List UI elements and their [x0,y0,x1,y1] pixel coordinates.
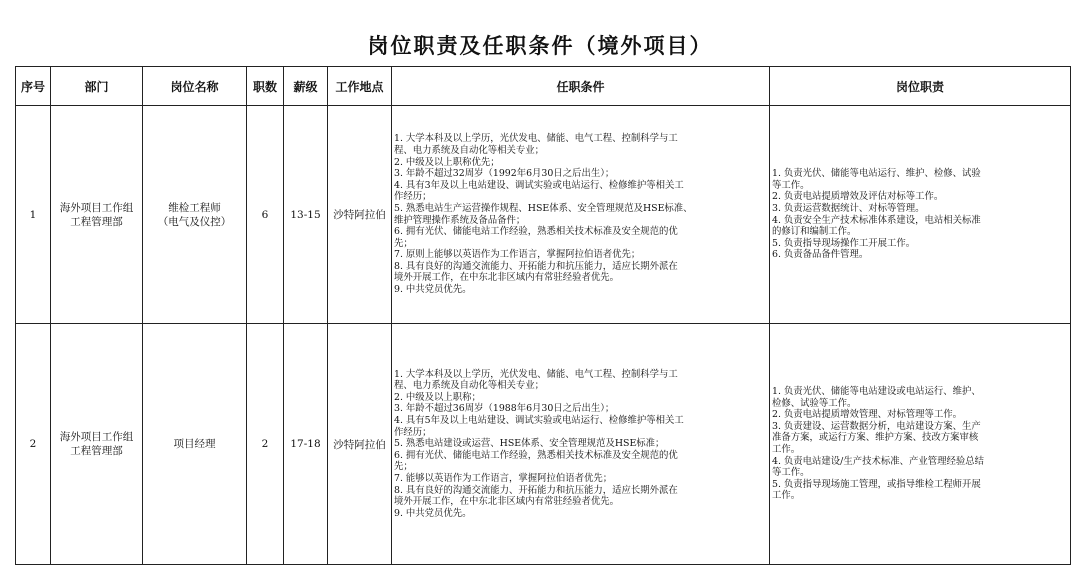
requirement-line: 7. 能够以英语作为工作语言，掌握阿拉伯语者优先； [394,472,613,484]
duty-line: 4. 负责电站建设/生产技术标准、产业管理经验总结 [772,455,984,467]
requirement-line: 先； [394,461,413,473]
duty-line: 2. 负责电站提质增效及评估对标等工作。 [772,191,944,203]
requirement-line: 8. 具有良好的沟通交流能力、开拓能力和抗压能力，适应长期外派在 [394,484,678,496]
requirement-line: 3. 年龄不超过32周岁（1992年6月30日之后出生）； [394,168,615,180]
position-line: （电气及仪控） [157,215,232,228]
cell-position [143,324,247,565]
table-row [16,324,1071,565]
requirement-line: 程、电力系统及自动化等相关专业； [394,144,545,156]
duty-line: 4. 负责安全生产技术标准体系建设，电站相关标准 [772,214,981,226]
cell-department [51,324,143,565]
requirement-line: 9. 中共党员优先。 [394,284,472,296]
job-table [15,66,1071,565]
cell-position [143,106,247,324]
duty-line: 1. 负责光伏、储能等电站运行、维护、检修、试验 [772,168,981,180]
header-position: 岗位名称 [143,67,247,106]
duty-line: 3. 负责建设、运营数据分析，电站建设方案、生产 [772,420,981,432]
duty-line: 5. 负责指导现场施工管理，或指导维检工程师开展 [772,478,981,490]
cell-count: 2 [247,324,284,565]
cell-count: 6 [247,106,284,324]
requirement-line: 9. 中共党员优先。 [394,507,472,519]
position-line: 项目经理 [173,438,216,450]
table-row [16,106,1071,324]
cell-requirements [392,324,770,565]
requirement-line: 5. 熟悉电站建设或运营、HSE体系、安全管理规范及HSE标准； [394,438,665,450]
cell-location: 沙特阿拉伯 [328,324,392,565]
requirement-line: 6. 拥有光伏、储能电站工作经验，熟悉相关技术标准及安全规范的优 [394,449,678,461]
requirement-line: 作经历； [394,426,432,438]
requirement-line: 8. 具有良好的沟通交流能力、开拓能力和抗压能力，适应长期外派在 [394,260,678,272]
header-department: 部门 [51,67,143,106]
duty-line: 工作。 [772,444,801,455]
duty-line: 工作。 [772,490,801,502]
requirement-line: 3. 年龄不超过36周岁（1988年6月30日之后出生）； [394,403,615,415]
header-index: 序号 [16,67,51,106]
header-row [16,67,1071,106]
requirement-line: 1. 大学本科及以上学历，光伏发电、储能、电气工程、控制科学与工 [394,133,678,145]
requirement-line: 境外开展工作，在中东北非区域内有常驻经验者优先。 [394,272,620,284]
cell-grade: 17-18 [284,324,328,565]
requirement-line: 1. 大学本科及以上学历，光伏发电、储能、电气工程、控制科学与工 [394,368,678,380]
requirement-line: 程、电力系统及自动化等相关专业； [394,380,545,392]
duty-line: 6. 负责备品备件管理。 [772,249,869,261]
duty-line: 1. 负责光伏、储能等电站建设或电站运行、维护、 [772,386,981,398]
requirement-line: 7. 原则上能够以英语作为工作语言，掌握阿拉伯语者优先； [394,249,641,261]
duty-line: 3. 负责运营数据统计、对标等管理。 [772,202,925,214]
page-title: 岗位职责及任职条件（境外项目） [367,33,713,58]
cell-department [51,106,143,324]
department-line: 海外项目工作组 [59,431,134,443]
duty-line: 等工作。 [772,179,810,191]
duty-line: 准备方案，或运行方案、维护方案、技改方案审核 [772,432,979,444]
header-count: 职数 [247,67,284,106]
requirement-line: 4. 具有5年及以上电站建设、调试实验或电站运行、检修维护等相关工 [394,415,684,427]
requirement-line: 维护管理操作系统及备品备件； [394,214,526,226]
header-duties: 岗位职责 [770,67,1071,106]
requirement-line: 2. 中级及以上职称； [394,391,481,403]
duty-line: 5. 负责指导现场操作工开展工作。 [772,237,916,249]
header-location: 工作地点 [328,67,392,106]
requirement-line: 4. 具有3年及以上电站建设、调试实验或电站运行、检修维护等相关工 [394,179,684,191]
requirement-line: 6. 拥有光伏、储能电站工作经验，熟悉相关技术标准及安全规范的优 [394,226,678,238]
cell-index: 1 [16,106,51,324]
requirement-line: 作经历； [394,191,432,203]
duty-line: 等工作。 [772,467,810,479]
department-line: 工程管理部 [70,445,123,457]
requirement-line: 2. 中级及以上职称优先； [394,156,500,168]
requirement-line: 5. 熟悉电站生产运营操作规程、HSE体系、安全管理规范及HSE标准、 [394,202,693,214]
header-grade: 薪级 [284,67,328,106]
requirement-line: 先； [394,237,413,249]
duty-line: 的修订和编制工作。 [772,226,857,238]
header-requirements: 任职条件 [392,67,770,106]
cell-duties [770,324,1071,565]
duty-line: 检修、试验等工作。 [772,397,857,409]
department-line: 工程管理部 [70,215,123,228]
cell-location: 沙特阿拉伯 [328,106,392,324]
cell-grade: 13-15 [284,106,328,324]
department-line: 海外项目工作组 [59,201,134,214]
cell-duties [770,106,1071,324]
requirement-line: 境外开展工作，在中东北非区域内有常驻经验者优先。 [394,496,620,508]
cell-requirements [392,106,770,324]
duty-line: 2. 负责电站提质增效管理、对标管理等工作。 [772,409,963,421]
position-line: 维检工程师 [168,201,221,214]
cell-index: 2 [16,324,51,565]
